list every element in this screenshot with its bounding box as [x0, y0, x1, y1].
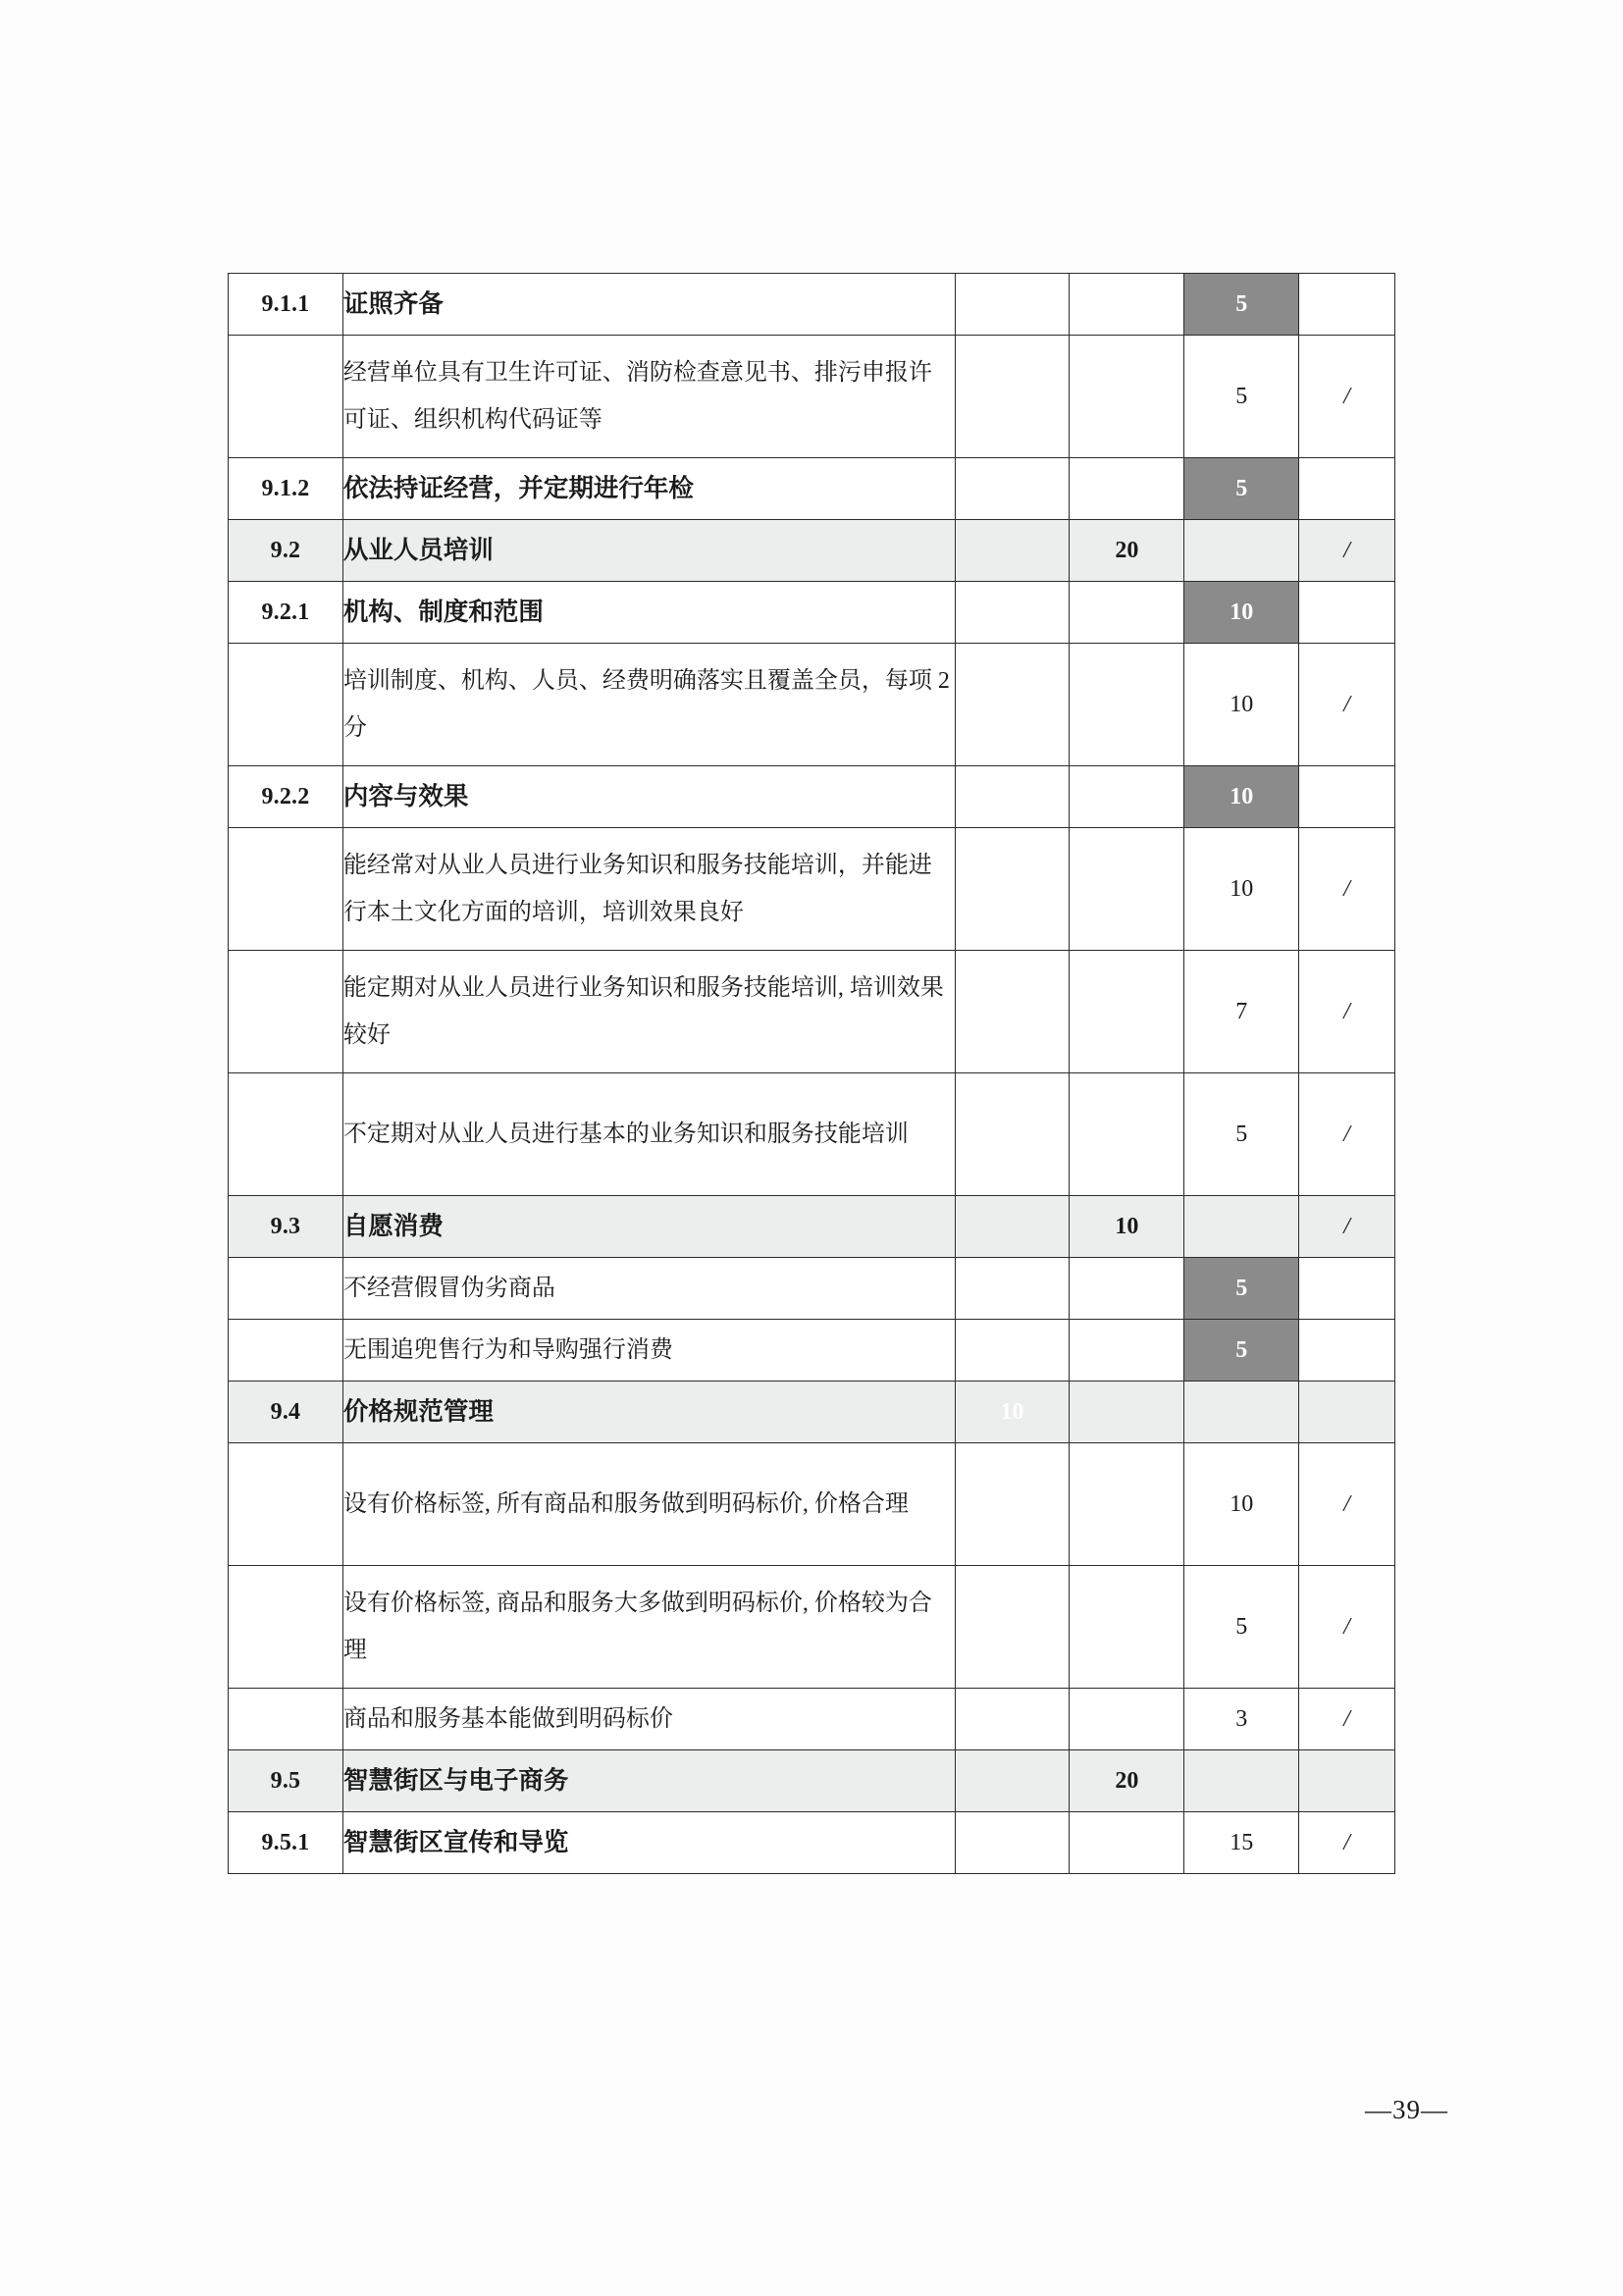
score-cell-c: 5 — [1184, 1566, 1299, 1689]
row-code — [229, 336, 343, 458]
row-title: 自愿消费 — [342, 1196, 955, 1258]
score-cell-a — [955, 1258, 1070, 1320]
table-row — [229, 336, 1395, 458]
table-row — [229, 1196, 1395, 1258]
row-title: 智慧街区与电子商务 — [342, 1750, 955, 1812]
score-cell-a — [955, 336, 1070, 458]
table-row — [229, 951, 1395, 1073]
row-description: 设有价格标签, 所有商品和服务做到明码标价, 价格合理 — [342, 1443, 955, 1566]
row-description: 无围追兜售行为和导购强行消费 — [342, 1320, 955, 1382]
score-cell-a — [955, 458, 1070, 520]
row-code — [229, 1258, 343, 1320]
score-cell-d — [1299, 1382, 1395, 1443]
score-cell-d: / — [1299, 1443, 1395, 1566]
row-code — [229, 1566, 343, 1689]
score-cell-a — [955, 1073, 1070, 1196]
score-cell-a: 10 — [955, 1382, 1070, 1443]
score-cell-d — [1299, 274, 1395, 336]
score-cell-d: / — [1299, 1812, 1395, 1874]
score-cell-c — [1184, 520, 1299, 582]
score-cell-b: 20 — [1070, 520, 1184, 582]
row-code: 9.2.1 — [229, 582, 343, 644]
row-title: 依法持证经营，并定期进行年检 — [342, 458, 955, 520]
score-cell-b — [1070, 458, 1184, 520]
table-row — [229, 1258, 1395, 1320]
row-code: 9.3 — [229, 1196, 343, 1258]
row-description: 不经营假冒伪劣商品 — [342, 1258, 955, 1320]
page-number: —39— — [1365, 2095, 1448, 2124]
score-cell-a — [955, 644, 1070, 766]
score-cell-d: / — [1299, 1073, 1395, 1196]
score-cell-c: 10 — [1184, 766, 1299, 828]
table-row — [229, 1812, 1395, 1874]
row-title: 证照齐备 — [342, 274, 955, 336]
row-title: 从业人员培训 — [342, 520, 955, 582]
score-cell-b — [1070, 582, 1184, 644]
table-row — [229, 274, 1395, 336]
table-row — [229, 766, 1395, 828]
scoring-table-body — [229, 274, 1395, 1874]
score-cell-b — [1070, 274, 1184, 336]
table-row — [229, 1750, 1395, 1812]
score-cell-b — [1070, 1443, 1184, 1566]
score-cell-a — [955, 766, 1070, 828]
score-cell-b — [1070, 766, 1184, 828]
row-description: 培训制度、机构、人员、经费明确落实且覆盖全员，每项 2 分 — [342, 644, 955, 766]
score-cell-a — [955, 274, 1070, 336]
row-description: 能经常对从业人员进行业务知识和服务技能培训，并能进行本土文化方面的培训，培训效果良好 — [342, 828, 955, 951]
row-code: 9.2.2 — [229, 766, 343, 828]
score-cell-d: / — [1299, 336, 1395, 458]
table-row — [229, 1443, 1395, 1566]
score-cell-b — [1070, 1382, 1184, 1443]
score-cell-d: / — [1299, 644, 1395, 766]
score-cell-c: 5 — [1184, 1320, 1299, 1382]
score-cell-c: 5 — [1184, 274, 1299, 336]
row-code — [229, 644, 343, 766]
row-title: 智慧街区宣传和导览 — [342, 1812, 955, 1874]
table-row — [229, 520, 1395, 582]
row-title: 机构、制度和范围 — [342, 582, 955, 644]
score-cell-a — [955, 1196, 1070, 1258]
score-cell-c: 10 — [1184, 644, 1299, 766]
score-cell-c: 7 — [1184, 951, 1299, 1073]
score-cell-a — [955, 582, 1070, 644]
score-cell-c: 10 — [1184, 582, 1299, 644]
score-cell-a — [955, 1566, 1070, 1689]
score-cell-d — [1299, 1750, 1395, 1812]
score-cell-d — [1299, 458, 1395, 520]
score-cell-d: / — [1299, 520, 1395, 582]
score-cell-b — [1070, 951, 1184, 1073]
score-cell-c: 15 — [1184, 1812, 1299, 1874]
row-code: 9.4 — [229, 1382, 343, 1443]
score-cell-c: 3 — [1184, 1689, 1299, 1750]
score-cell-c — [1184, 1382, 1299, 1443]
row-code — [229, 828, 343, 951]
score-cell-d: / — [1299, 951, 1395, 1073]
score-cell-a — [955, 1320, 1070, 1382]
score-cell-c — [1184, 1196, 1299, 1258]
score-cell-c: 5 — [1184, 1073, 1299, 1196]
score-cell-a — [955, 1812, 1070, 1874]
score-cell-b: 10 — [1070, 1196, 1184, 1258]
table-row — [229, 1689, 1395, 1750]
score-cell-a — [955, 1689, 1070, 1750]
score-cell-b — [1070, 1073, 1184, 1196]
row-code: 9.5 — [229, 1750, 343, 1812]
score-cell-d: / — [1299, 1566, 1395, 1689]
score-cell-b — [1070, 1812, 1184, 1874]
score-cell-c: 5 — [1184, 458, 1299, 520]
score-cell-a — [955, 951, 1070, 1073]
row-title: 内容与效果 — [342, 766, 955, 828]
table-row — [229, 1566, 1395, 1689]
table-row — [229, 828, 1395, 951]
row-description: 商品和服务基本能做到明码标价 — [342, 1689, 955, 1750]
score-cell-d — [1299, 582, 1395, 644]
row-title: 价格规范管理 — [342, 1382, 955, 1443]
table-row — [229, 1073, 1395, 1196]
row-code — [229, 951, 343, 1073]
row-code: 9.1.2 — [229, 458, 343, 520]
scoring-table — [228, 273, 1395, 1874]
score-cell-b: 20 — [1070, 1750, 1184, 1812]
row-description: 能定期对从业人员进行业务知识和服务技能培训, 培训效果较好 — [342, 951, 955, 1073]
score-cell-b — [1070, 336, 1184, 458]
row-description: 不定期对从业人员进行基本的业务知识和服务技能培训 — [342, 1073, 955, 1196]
score-cell-d: / — [1299, 1196, 1395, 1258]
score-cell-b — [1070, 1689, 1184, 1750]
score-cell-d: / — [1299, 1689, 1395, 1750]
score-cell-d — [1299, 1258, 1395, 1320]
score-cell-b — [1070, 1258, 1184, 1320]
score-cell-d — [1299, 766, 1395, 828]
score-cell-a — [955, 520, 1070, 582]
table-row — [229, 644, 1395, 766]
table-row — [229, 458, 1395, 520]
row-code — [229, 1689, 343, 1750]
score-cell-a — [955, 1750, 1070, 1812]
scoring-table-container — [228, 273, 1395, 1874]
score-cell-c: 10 — [1184, 828, 1299, 951]
score-cell-b — [1070, 1566, 1184, 1689]
score-cell-d — [1299, 1320, 1395, 1382]
row-code: 9.1.1 — [229, 274, 343, 336]
table-row — [229, 1382, 1395, 1443]
score-cell-a — [955, 1443, 1070, 1566]
row-description: 经营单位具有卫生许可证、消防检查意见书、排污申报许可证、组织机构代码证等 — [342, 336, 955, 458]
score-cell-d: / — [1299, 828, 1395, 951]
row-code: 9.2 — [229, 520, 343, 582]
score-cell-b — [1070, 1320, 1184, 1382]
score-cell-c — [1184, 1750, 1299, 1812]
row-code — [229, 1443, 343, 1566]
score-cell-c: 5 — [1184, 336, 1299, 458]
table-row — [229, 582, 1395, 644]
score-cell-c: 10 — [1184, 1443, 1299, 1566]
row-description: 设有价格标签, 商品和服务大多做到明码标价, 价格较为合理 — [342, 1566, 955, 1689]
row-code — [229, 1073, 343, 1196]
table-row — [229, 1320, 1395, 1382]
score-cell-b — [1070, 644, 1184, 766]
row-code — [229, 1320, 343, 1382]
score-cell-a — [955, 828, 1070, 951]
row-code: 9.5.1 — [229, 1812, 343, 1874]
score-cell-c: 5 — [1184, 1258, 1299, 1320]
score-cell-b — [1070, 828, 1184, 951]
